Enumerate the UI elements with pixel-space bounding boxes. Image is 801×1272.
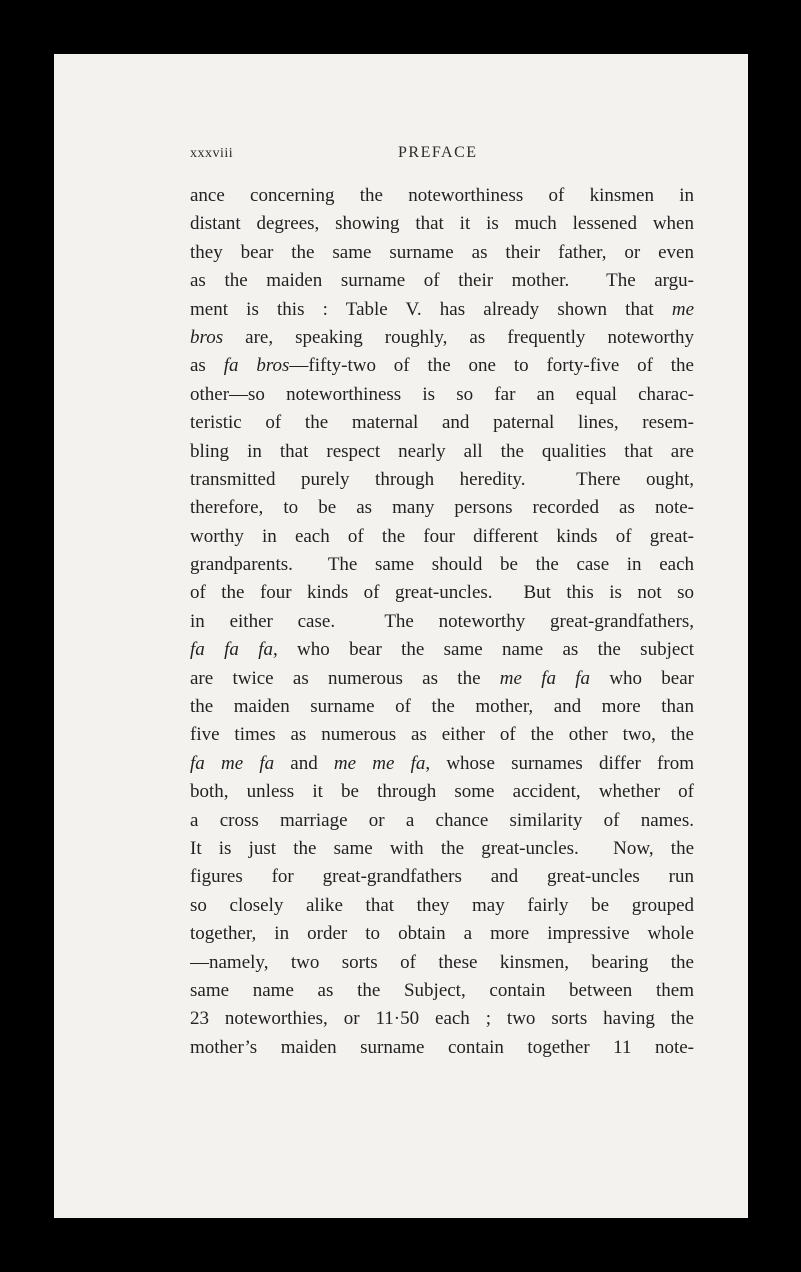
text-line [190,636,694,664]
page-number: xxxviii [190,146,234,161]
italic-abbreviation: me fa fa [499,667,591,689]
text-run: mother’s maiden surname contain together 11 note- [190,1036,694,1058]
text-line [190,494,694,522]
text-line [190,296,694,324]
text-line [190,892,694,920]
italic-abbreviation: fa fa fa [190,639,273,661]
running-head [190,144,694,166]
text-line [190,381,694,409]
text-run: ment is this : Table V. has already shown that [190,298,672,320]
text-run: as [190,355,224,377]
text-run: they bear the same surname as their father, or even [190,241,694,263]
text-run: five times as numerous as either of the other two, the [190,724,694,746]
text-run: are, speaking roughly, as frequently noteworthy [223,326,694,348]
text-run: who bear [590,667,694,689]
text-run: therefore, to be as many persons recorded as note- [190,497,694,519]
text-line [190,409,694,437]
text-run: a cross marriage or a chance similarity of names. [190,809,694,831]
text-line [190,438,694,466]
text-run: , whose surnames differ from [425,752,694,774]
text-run: worthy in each of the four different kinds of great- [190,525,694,547]
text-run: so closely alike that they may fairly be grouped [190,894,694,916]
text-line [190,551,694,579]
text-run: teristic of the maternal and paternal lines, resem- [190,412,694,434]
italic-abbreviation: fa bros [223,355,290,377]
text-run: It is just the same with the great-uncles. Now, the [190,837,694,859]
text-line [190,324,694,352]
text-run: grandparents. The same should be the case in each [190,554,694,576]
text-run: the maiden surname of the mother, and more than [190,696,694,718]
text-run: of the four kinds of great-uncles. But this is not so [190,582,694,604]
text-line [190,750,694,778]
text-line [190,352,694,380]
text-run: together, in order to obtain a more impressive whole [190,923,694,945]
text-line [190,579,694,607]
text-run: same name as the Subject, contain between them [190,979,694,1001]
text-run: —fifty-two of the one to forty-five of the [289,355,694,377]
text-run: bling in that respect nearly all the qualities that are [190,440,694,462]
text-run: as the maiden surname of their mother. The argu- [190,270,694,292]
italic-abbreviation: me [671,298,694,320]
text-line [190,863,694,891]
text-line [190,665,694,693]
text-run: in either case. The noteworthy great-grandfathers, [190,610,694,632]
text-run: other—so noteworthiness is so far an equal charac- [190,383,694,405]
text-line [190,693,694,721]
text-line [190,778,694,806]
italic-abbreviation: fa me fa [190,752,275,774]
text-line [190,523,694,551]
text-line [190,835,694,863]
text-line [190,210,694,238]
text-line [190,267,694,295]
text-run: and [274,752,334,774]
text-line [190,1005,694,1033]
text-line [190,608,694,636]
text-line [190,721,694,749]
text-run: distant degrees, showing that it is much lessened when [190,213,694,235]
text-run: —namely, two sorts of these kinsmen, bearing the [190,951,694,973]
text-run: 23 noteworthies, or 11·50 each ; two sorts having the [190,1008,694,1030]
text-run: figures for great-grandfathers and great-uncles run [190,866,694,888]
text-line [190,977,694,1005]
text-line [190,807,694,835]
text-run: ance concerning the noteworthiness of kinsmen in [190,185,694,206]
text-run: both, unless it be through some accident, whether of [190,781,694,803]
italic-abbreviation: me me fa [333,752,426,774]
text-run: transmitted purely through heredity. There ought, [190,468,694,490]
text-line [190,239,694,267]
text-line [190,1034,694,1062]
body-text [190,182,694,1062]
italic-abbreviation: bros [190,326,224,348]
text-line [190,466,694,494]
text-run: are twice as numerous as the [190,667,500,689]
text-line [190,182,694,210]
text-line [190,920,694,948]
text-run: , who bear the same name as the subject [272,639,694,661]
text-line [190,949,694,977]
running-title: PREFACE [398,144,478,161]
